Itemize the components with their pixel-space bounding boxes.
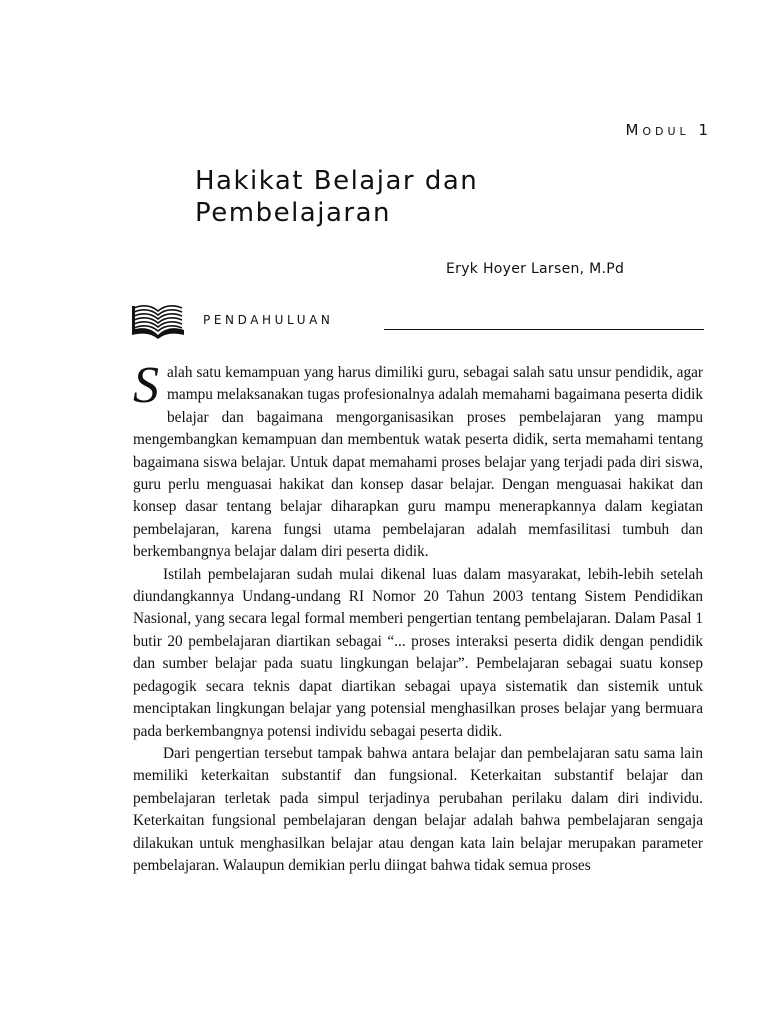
section-header xyxy=(130,302,706,342)
drop-cap: S xyxy=(133,357,159,414)
section-divider xyxy=(384,329,704,330)
module-label: Modul 1 xyxy=(625,121,712,139)
section-title: PENDAHULUAN xyxy=(203,313,334,327)
paragraph-text: alah satu kemampuan yang harus dimiliki guru, sebagai salah satu unsur pendidik, agar mampu melaksanakan tugas profesionalnya adalah memahami bagaimana peserta didik belajar dan bagaimana mengorganisasikan proses pembelajaran yang mampu mengembangkan kemampuan dan membentuk watak peserta didik, serta memahami tentang bagaimana siswa belajar. Untuk dapat memahami proses belajar yang terjadi pada diri siswa, guru perlu menguasai hakikat dan konsep dasar belajar. Dengan menguasai hakikat dan konsep dasar tentang belajar diharapkan guru mampu menerapkannya dalam kegiatan pembelajaran, karena fungsi utama pembelajaran adalah memfasilitasi tumbuh dan berkembangnya belajar dalam diri peserta didik. xyxy=(133,364,703,561)
paragraph: Dari pengertian tersebut tampak bahwa antara belajar dan pembelajaran satu sama lain memiliki keterkaitan substantif dan fungsional. Keterkaitan substantif belajar dan pembelajaran terletak pada simpul terjadinya perubahan perilaku dalam diri individu. Keterkaitan fungsional pembelajaran dengan belajar adalah bahwa pembelajaran sengaja dilakukan untuk menghasilkan belajar atau dengan kata lain belajar merupakan parameter pembelajaran. Walaupun demikian perlu diingat bahwa tidak semua proses xyxy=(133,744,703,874)
chapter-title: Hakikat Belajar dan Pembelajaran xyxy=(195,166,479,228)
paragraph: Istilah pembelajaran sudah mulai dikenal luas dalam masyarakat, lebih-lebih setelah diundangkannya Undang-undang RI Nomor 20 Tahun 2003 tentang Sistem Pendidikan Nasional, yang secara legal formal memberi pengertian tentang pembelajaran. Dalam Pasal 1 butir 20 pembelajaran diartikan sebagai “... proses interaksi peserta didik dengan pendidik dan sumber belajar pada suatu lingkungan belajar”. Pembelajaran sebagai suatu konsep pedagogik secara teknis dapat diartikan sebagai upaya sistematik dan sistemik untuk menciptakan lingkungan belajar yang potensial menghasilkan proses belajar yang bermuara pada berkembangnya potensi individu sebagai peserta didik. xyxy=(133,565,703,740)
body-text xyxy=(133,357,703,877)
author-name: Eryk Hoyer Larsen, M.Pd xyxy=(446,261,625,277)
paragraph xyxy=(133,357,703,564)
open-book-icon xyxy=(130,302,186,340)
